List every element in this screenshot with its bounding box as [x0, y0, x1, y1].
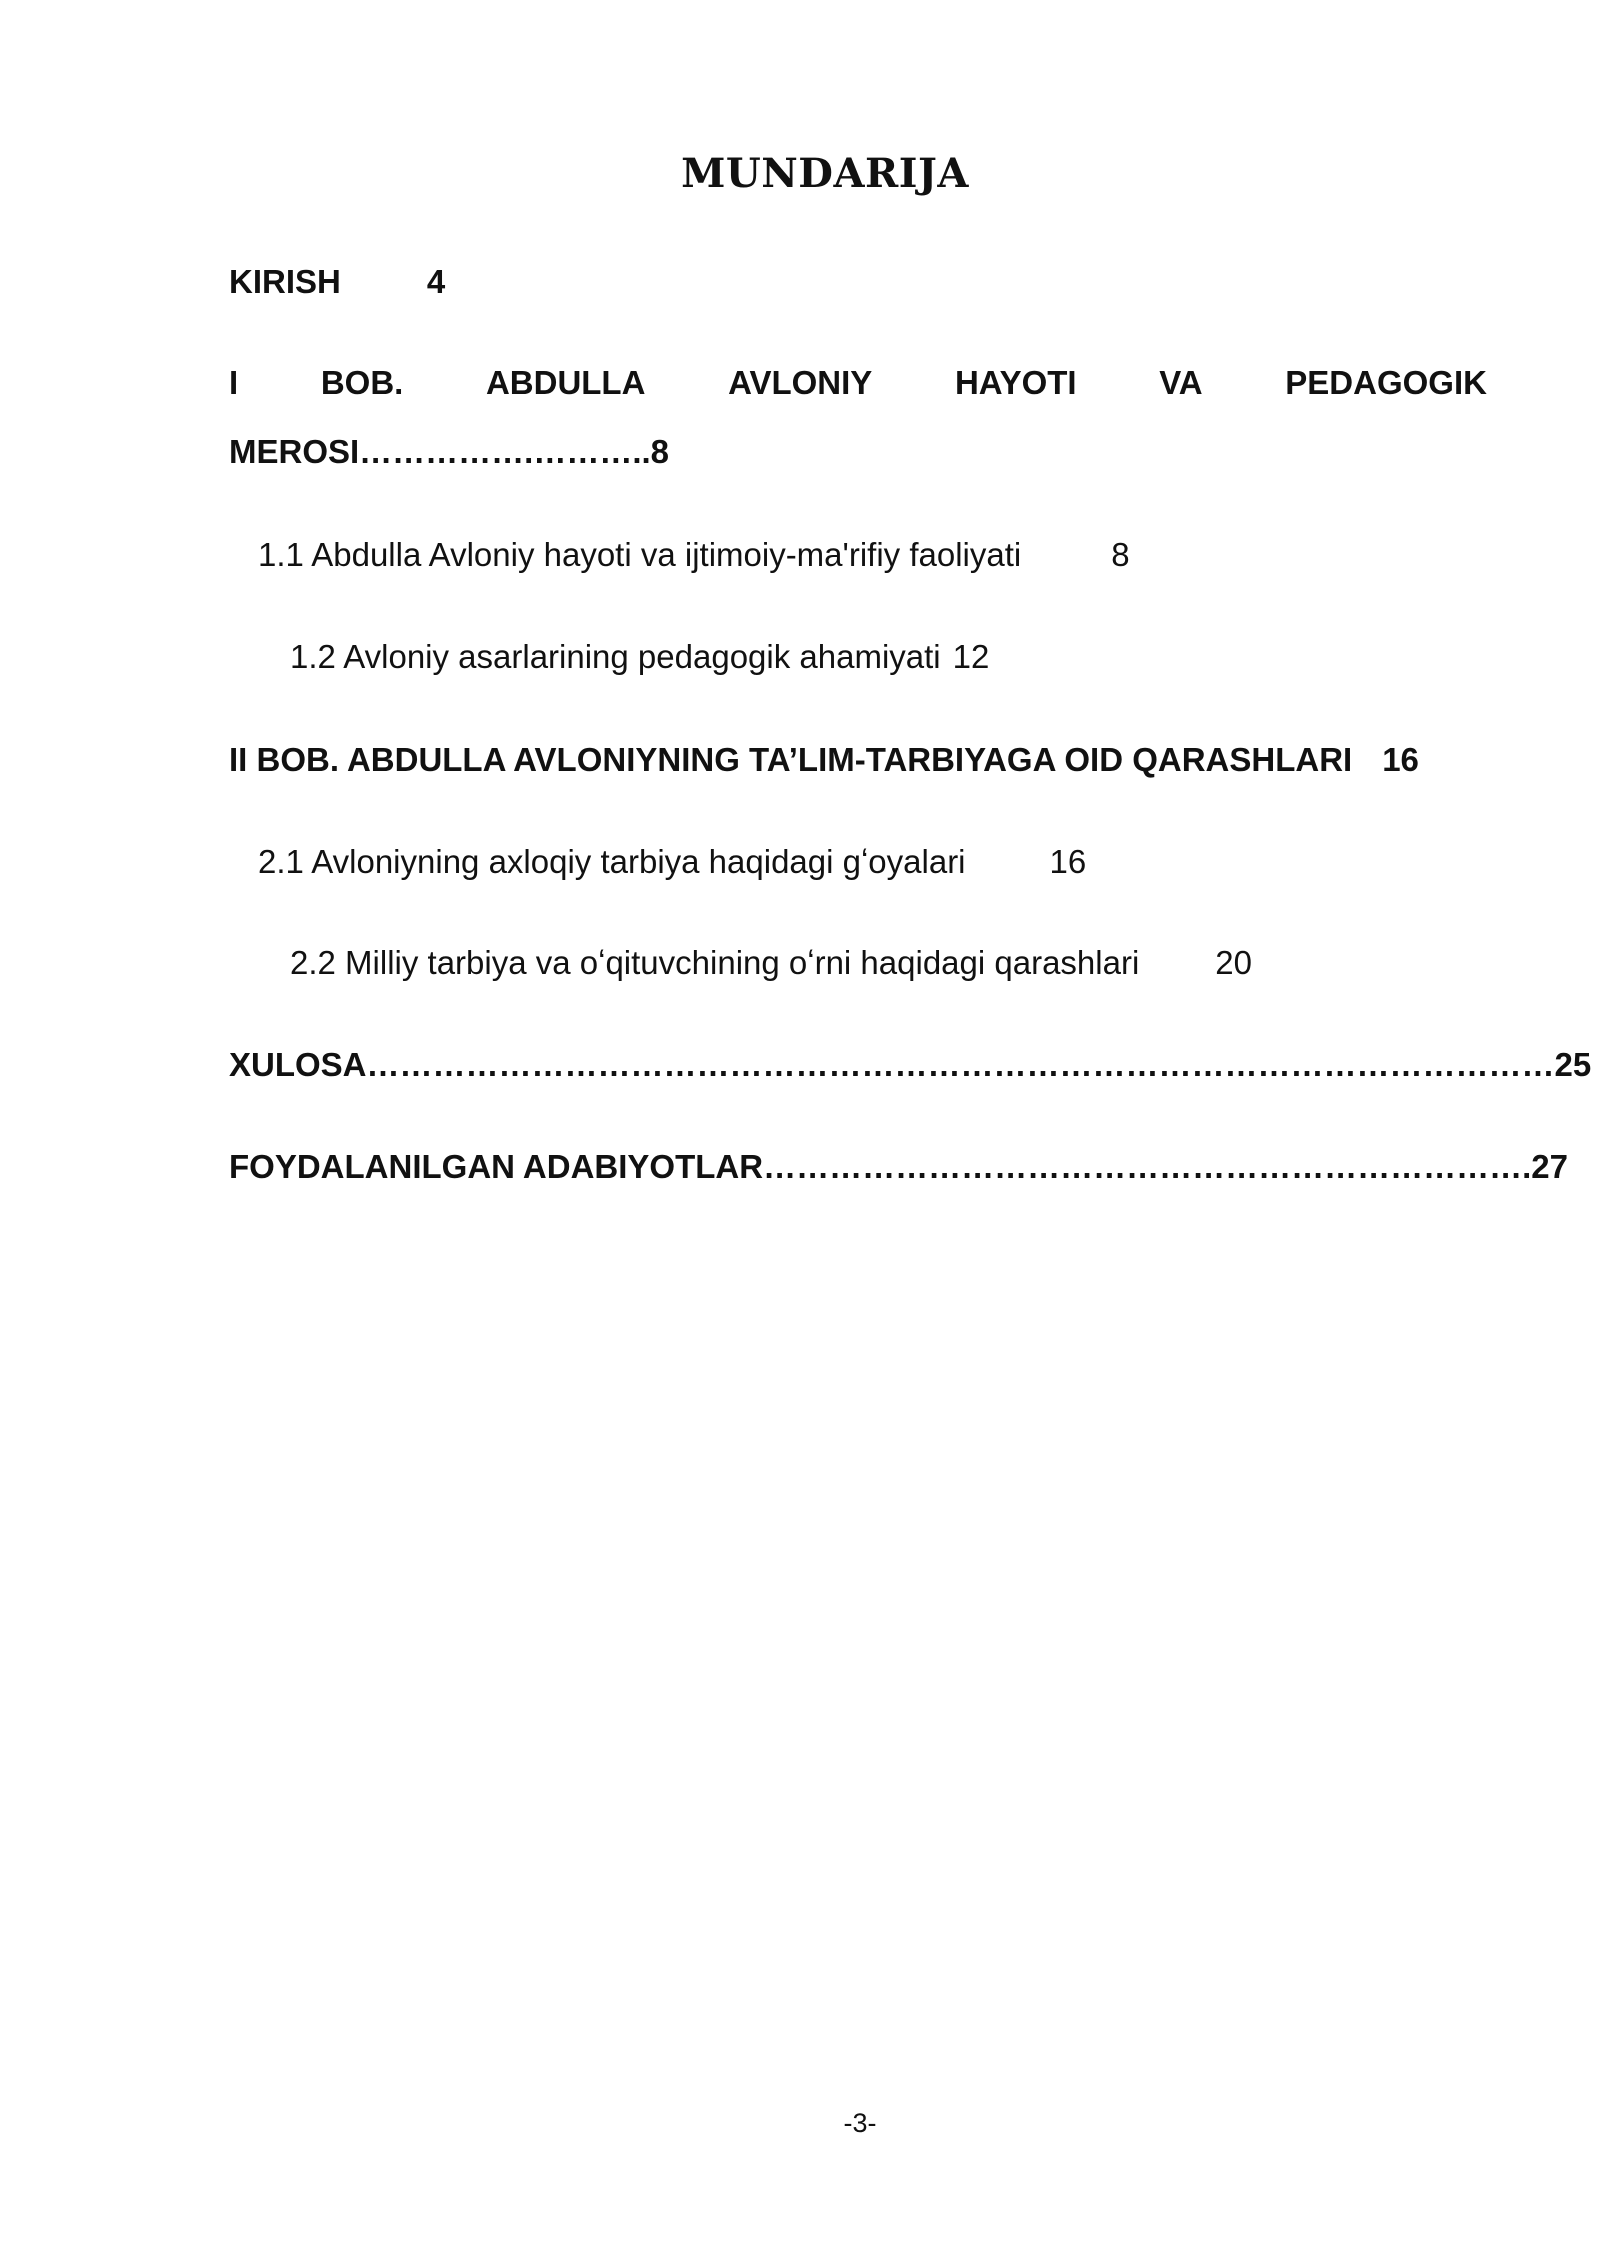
- toc-entry-page: 20: [1215, 944, 1253, 981]
- toc-entry-page: 8: [1111, 536, 1130, 573]
- toc-entry-xulosa[interactable]: XULOSA………………………………………………………………………………………………25: [229, 1046, 1592, 1083]
- toc-word: BOB.: [320, 364, 404, 401]
- toc-entry-page: 16: [1049, 843, 1087, 880]
- toc-word: I: [229, 364, 239, 401]
- toc-entry-page: 4: [426, 263, 446, 300]
- toc-word: AVLONIY: [728, 364, 873, 401]
- toc-entry-section-2-1[interactable]: [258, 842, 1086, 882]
- toc-entry-chapter1[interactable]: [229, 363, 1487, 403]
- toc-entry-label: II BOB. ABDULLA AVLONIYNING TA’LIM-TARBIYAGA OID QARASHLARI: [229, 741, 1353, 778]
- toc-entry-label: 2.1 Avloniyning axloqiy tarbiya haqidagi gʻoyalari: [258, 843, 966, 880]
- toc-entry-chapter1-continued[interactable]: MEROSI…………….………..8: [229, 433, 670, 470]
- toc-entry-section-1-1[interactable]: [258, 535, 1130, 575]
- toc-entry-chapter2[interactable]: [229, 740, 1419, 780]
- toc-word: ABDULLA: [485, 364, 646, 401]
- toc-entry-page: 12: [952, 638, 990, 675]
- toc-entry-section-1-2[interactable]: [290, 637, 989, 677]
- toc-entry-kirish[interactable]: [229, 262, 445, 302]
- toc-word: VA: [1159, 364, 1203, 401]
- toc-entry-foydalanilgan-adabiyotlar[interactable]: FOYDALANILGAN ADABIYOTLAR…………………………………………………………….27: [229, 1148, 1568, 1185]
- toc-entry-label: 1.1 Abdulla Avloniy hayoti va ijtimoiy-ma'rifiy faoliyati: [258, 536, 1022, 573]
- page-title: MUNDARIJA: [681, 150, 969, 197]
- toc-word: HAYOTI: [954, 364, 1077, 401]
- toc-entry-label: 2.2 Milliy tarbiya va oʻqituvchining oʻrni haqidagi qarashlari: [290, 944, 1140, 981]
- toc-entry-page: 16: [1382, 741, 1419, 778]
- toc-entry-label: KIRISH: [229, 263, 341, 300]
- toc-entry-section-2-2[interactable]: [290, 943, 1252, 983]
- page-number: -3-: [843, 2108, 877, 2138]
- toc-word: PEDAGOGIK: [1285, 364, 1487, 401]
- toc-entry-label: 1.2 Avloniy asarlarining pedagogik ahamiyati: [290, 638, 941, 675]
